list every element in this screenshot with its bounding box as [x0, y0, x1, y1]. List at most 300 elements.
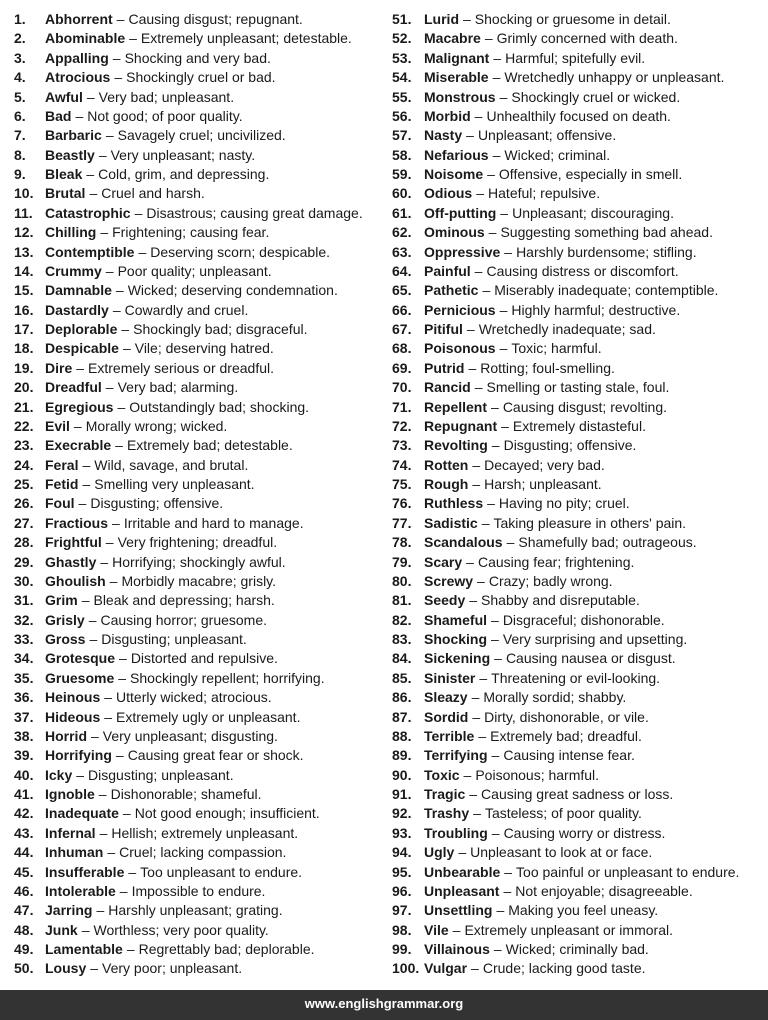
entry-number: 18.	[14, 340, 34, 357]
entry-word: Crummy	[45, 262, 102, 279]
entry-text	[424, 281, 718, 300]
entry-separator: –	[469, 592, 478, 609]
entry-word: Dastardly	[45, 301, 109, 318]
entry-word: Barbaric	[45, 127, 102, 144]
entry-number: 45.	[14, 863, 34, 880]
entry-word: Ignoble	[45, 786, 95, 802]
entry-text	[424, 378, 669, 397]
entry-separator: –	[468, 359, 477, 376]
entry-word: Hideous	[45, 708, 101, 725]
entry-number: 32.	[14, 611, 34, 628]
word-entry	[14, 630, 384, 649]
word-entry	[392, 591, 762, 610]
entry-separator: –	[81, 592, 90, 609]
entry-number: 61.	[392, 204, 412, 221]
entry-text	[45, 785, 262, 804]
word-entry	[392, 882, 762, 901]
word-entry	[392, 727, 762, 746]
entry-word: Sickening	[424, 650, 491, 667]
entry-text	[45, 223, 269, 242]
entry-word: Inhuman	[45, 844, 104, 861]
entry-definition: Cruel and harsh.	[101, 185, 205, 202]
entry-word: Lurid	[424, 11, 459, 27]
entry-definition: Crude; lacking good taste.	[482, 960, 646, 977]
entry-word: Nefarious	[424, 146, 489, 163]
entry-word: Egregious	[45, 398, 114, 415]
entry-word: Unpleasant	[424, 882, 500, 899]
entry-definition: Highly harmful; destructive.	[511, 301, 681, 318]
entry-number: 90.	[392, 766, 412, 783]
word-entry	[392, 514, 762, 533]
entry-text	[45, 184, 205, 203]
entry-definition: Disastrous; causing great damage.	[146, 204, 363, 221]
entry-text	[424, 68, 724, 87]
entry-number: 12.	[14, 224, 34, 241]
entry-text	[424, 843, 652, 862]
entry-separator: –	[484, 30, 493, 47]
word-entry	[392, 456, 762, 475]
word-entry	[392, 243, 762, 262]
word-entry	[14, 882, 384, 901]
entry-text	[45, 494, 223, 513]
entry-number: 53.	[392, 49, 412, 66]
entry-word: Catastrophic	[45, 204, 131, 221]
word-entry	[392, 281, 762, 300]
word-entry	[392, 107, 762, 126]
entry-definition: Harmful; spitefully evil.	[505, 49, 646, 66]
entry-word: Pathetic	[424, 282, 479, 299]
entry-number: 46.	[14, 882, 34, 899]
entry-separator: –	[98, 146, 107, 163]
word-entry	[14, 785, 384, 804]
entry-number: 89.	[392, 747, 412, 764]
entry-word: Ominous	[424, 224, 485, 241]
entry-word: Lamentable	[45, 941, 123, 957]
entry-definition: Savagely cruel; uncivilized.	[117, 127, 286, 144]
entry-definition: Wild, savage, and brutal.	[94, 456, 249, 473]
word-entry	[14, 10, 384, 29]
entry-text	[45, 126, 286, 145]
word-entry	[392, 359, 762, 378]
word-entry	[392, 766, 762, 785]
entry-number: 26.	[14, 495, 34, 512]
word-entry	[14, 320, 384, 339]
entry-separator: –	[471, 689, 480, 706]
entry-word: Bad	[45, 107, 72, 124]
entry-separator: –	[91, 727, 99, 744]
entry-text	[424, 29, 678, 48]
entry-text	[424, 533, 697, 552]
entry-number: 2.	[14, 30, 26, 47]
entry-separator: –	[487, 495, 495, 512]
entry-word: Screwy	[424, 572, 474, 589]
entry-number: 81.	[392, 592, 412, 609]
entry-word: Villainous	[424, 941, 490, 957]
word-entry	[14, 456, 384, 475]
entry-definition: Too painful or unpleasant to endure.	[516, 863, 740, 880]
word-entry	[392, 378, 762, 397]
entry-text	[424, 649, 676, 668]
word-entry	[392, 68, 762, 87]
entry-definition: Hateful; repulsive.	[488, 185, 601, 202]
entry-number: 65.	[392, 282, 412, 299]
entry-text	[45, 339, 274, 358]
entry-separator: –	[126, 941, 135, 957]
word-entry	[14, 29, 384, 48]
entry-text	[45, 843, 286, 862]
entry-separator: –	[474, 262, 483, 279]
entry-number: 22.	[14, 417, 34, 434]
entry-word: Rancid	[424, 379, 471, 396]
entry-number: 83.	[392, 631, 412, 647]
entry-definition: Not enjoyable; disagreeable.	[515, 882, 693, 899]
entry-definition: Deserving scorn; despicable.	[150, 243, 331, 260]
entry-word: Heinous	[45, 689, 101, 706]
word-entry	[392, 824, 762, 843]
entry-number: 30.	[14, 572, 34, 589]
entry-separator: –	[100, 553, 109, 570]
word-entry	[392, 746, 762, 765]
word-entry	[392, 863, 762, 882]
entry-definition: Having no pity; cruel.	[498, 495, 630, 512]
entry-text	[45, 68, 276, 87]
entry-text	[424, 243, 697, 262]
entry-number: 13.	[14, 243, 34, 260]
word-entry	[14, 204, 384, 223]
entry-separator: –	[128, 863, 137, 880]
entry-word: Painful	[424, 262, 471, 279]
entry-number: 16.	[14, 301, 34, 318]
entry-definition: Outstandingly bad; shocking.	[129, 398, 310, 415]
entry-definition: Very bad; alarming.	[117, 379, 239, 396]
entry-separator: –	[115, 747, 124, 764]
word-entry	[392, 10, 762, 29]
word-entry	[14, 301, 384, 320]
entry-separator: –	[119, 882, 128, 899]
entry-definition: Cowardly and cruel.	[124, 301, 249, 318]
entry-definition: Very poor; unpleasant.	[102, 960, 243, 977]
entry-number: 43.	[14, 824, 34, 841]
entry-word: Grim	[45, 592, 78, 609]
entry-number: 48.	[14, 921, 34, 938]
entry-word: Malignant	[424, 49, 490, 66]
entry-word: Chilling	[45, 224, 97, 241]
entry-text	[45, 959, 242, 978]
entry-separator: –	[493, 49, 502, 66]
entry-word: Odious	[424, 185, 473, 202]
entry-separator: –	[499, 301, 508, 318]
entry-word: Repugnant	[424, 417, 498, 434]
entry-word: Shocking	[424, 631, 488, 647]
entry-definition: Causing great fear or shock.	[127, 747, 304, 764]
entry-definition: Disgusting; offensive.	[503, 437, 637, 454]
entry-separator: –	[472, 456, 481, 473]
entry-text	[45, 204, 363, 223]
entry-word: Miserable	[424, 69, 489, 86]
entry-number: 87.	[392, 708, 412, 725]
entry-separator: –	[469, 786, 478, 802]
entry-separator: –	[491, 824, 500, 841]
word-entry	[392, 611, 762, 630]
entry-text	[424, 766, 599, 785]
footer-website-link[interactable]: www.englishgrammar.org	[304, 996, 464, 1011]
entry-separator: –	[466, 321, 475, 337]
entry-text	[424, 727, 642, 746]
entry-word: Intolerable	[45, 882, 116, 899]
entry-word: Terrifying	[424, 747, 488, 764]
entry-word: Execrable	[45, 437, 112, 454]
entry-separator: –	[115, 282, 124, 299]
word-entry	[392, 88, 762, 107]
entry-definition: Shockingly cruel or bad.	[126, 69, 276, 86]
entry-separator: –	[104, 689, 113, 706]
entry-definition: Very unpleasant; nasty.	[110, 146, 256, 163]
entry-separator: –	[81, 921, 90, 938]
entry-definition: Causing fear; frightening.	[477, 553, 635, 570]
word-entry	[14, 146, 384, 165]
word-entry	[14, 591, 384, 610]
entry-number: 79.	[392, 553, 412, 570]
entry-separator: –	[117, 398, 126, 415]
entry-separator: –	[500, 204, 509, 221]
entry-word: Ghoulish	[45, 572, 106, 589]
entry-separator: –	[109, 572, 118, 589]
entry-word: Tragic	[424, 786, 466, 802]
entry-text	[424, 417, 646, 436]
entry-separator: –	[138, 243, 147, 260]
entry-number: 10.	[14, 185, 34, 202]
entry-text	[45, 398, 309, 417]
word-entry	[14, 843, 384, 862]
entry-text	[45, 359, 274, 378]
entry-definition: Shocking and very bad.	[124, 49, 271, 66]
word-entry	[392, 572, 762, 591]
entry-text	[424, 107, 671, 126]
entry-text	[45, 882, 265, 901]
entry-separator: –	[472, 708, 481, 725]
word-entry	[392, 533, 762, 552]
entry-number: 28.	[14, 534, 34, 551]
entry-number: 24.	[14, 456, 34, 473]
footer-bar	[0, 990, 768, 1020]
word-entry	[392, 301, 762, 320]
entry-number: 6.	[14, 107, 26, 124]
word-entry	[392, 436, 762, 455]
word-entry	[14, 959, 384, 978]
entry-number: 68.	[392, 340, 412, 357]
entry-number: 5.	[14, 88, 26, 105]
entry-separator: –	[98, 786, 107, 802]
entry-text	[45, 572, 276, 591]
entry-number: 50.	[14, 960, 34, 977]
entry-text	[45, 533, 277, 552]
entry-number: 29.	[14, 553, 34, 570]
entry-number: 40.	[14, 766, 34, 783]
entry-separator: –	[76, 766, 85, 783]
word-entry	[14, 669, 384, 688]
entry-text	[424, 882, 693, 901]
word-entry	[392, 940, 762, 959]
entry-separator: –	[472, 476, 481, 492]
word-entry	[14, 514, 384, 533]
entry-number: 93.	[392, 824, 412, 841]
entry-separator: –	[504, 863, 513, 880]
entry-separator: –	[115, 437, 123, 454]
entry-number: 99.	[392, 941, 412, 957]
entry-word: Icky	[45, 766, 73, 783]
entry-text	[424, 320, 656, 339]
entry-separator: –	[86, 88, 95, 105]
entry-text	[424, 804, 642, 823]
entry-text	[45, 921, 269, 940]
entry-number: 54.	[392, 69, 412, 86]
word-entry	[14, 243, 384, 262]
entry-definition: Threatening or evil-looking.	[491, 669, 661, 686]
entry-number: 60.	[392, 185, 412, 202]
entry-definition: Wretchedly inadequate; sad.	[478, 321, 656, 337]
entry-word: Dreadful	[45, 379, 102, 396]
entry-separator: –	[492, 146, 501, 163]
entry-number: 95.	[392, 863, 412, 880]
entry-definition: Shabby and disreputable.	[481, 592, 640, 609]
entry-definition: Wretchedly unhappy or unpleasant.	[504, 69, 725, 86]
entry-word: Grisly	[45, 611, 85, 628]
entry-separator: –	[104, 708, 113, 725]
entry-definition: Unpleasant; discouraging.	[512, 204, 674, 221]
word-entry	[392, 921, 762, 940]
entry-definition: Poor quality; unpleasant.	[117, 262, 272, 279]
entry-definition: Extremely ugly or unpleasant.	[116, 708, 301, 725]
entry-separator: –	[482, 282, 491, 299]
word-list-left-column	[14, 10, 384, 979]
word-entry	[392, 804, 762, 823]
entry-definition: Not good enough; insufficient.	[134, 805, 320, 822]
entry-text	[45, 456, 248, 475]
entry-text	[424, 146, 610, 165]
entry-definition: Vile; deserving hatred.	[134, 340, 274, 357]
entry-separator: –	[471, 960, 479, 977]
word-entry	[14, 940, 384, 959]
entry-separator: –	[493, 941, 502, 957]
entry-number: 75.	[392, 476, 412, 492]
entry-number: 38.	[14, 727, 34, 744]
entry-separator: –	[503, 882, 512, 899]
entry-definition: Causing intense fear.	[503, 747, 635, 764]
entry-number: 23.	[14, 437, 34, 454]
entry-definition: Making you feel uneasy.	[508, 902, 659, 919]
entry-number: 35.	[14, 669, 34, 686]
word-entry	[14, 688, 384, 707]
entry-number: 49.	[14, 941, 34, 957]
entry-definition: Extremely distasteful.	[512, 417, 646, 434]
word-entry	[14, 611, 384, 630]
entry-text	[424, 863, 739, 882]
entry-text	[45, 417, 227, 436]
entry-text	[45, 475, 255, 494]
entry-word: Sinister	[424, 669, 476, 686]
entry-text	[424, 398, 667, 417]
entry-separator: –	[122, 340, 131, 357]
entry-definition: Wicked; criminally bad.	[505, 941, 649, 957]
entry-number: 67.	[392, 321, 412, 337]
entry-text	[45, 10, 303, 29]
entry-definition: Miserably inadequate; contemptible.	[494, 282, 719, 299]
entry-word: Shameful	[424, 611, 488, 628]
entry-word: Putrid	[424, 359, 465, 376]
entry-definition: Shockingly cruel or wicked.	[511, 88, 681, 105]
entry-separator: –	[463, 11, 471, 27]
entry-word: Nasty	[424, 127, 463, 144]
entry-number: 52.	[392, 30, 412, 47]
entry-definition: Not good; of poor quality.	[87, 107, 243, 124]
entry-word: Poisonous	[424, 340, 496, 357]
entry-number: 37.	[14, 708, 34, 725]
entry-word: Bleak	[45, 166, 83, 182]
entry-word: Inadequate	[45, 805, 119, 822]
word-entry	[392, 553, 762, 572]
entry-separator: –	[452, 921, 461, 938]
entry-text	[45, 649, 278, 668]
entry-word: Ugly	[424, 844, 455, 861]
word-entry	[14, 572, 384, 591]
entry-number: 44.	[14, 844, 34, 861]
entry-separator: –	[76, 359, 85, 376]
entry-word: Pitiful	[424, 321, 463, 337]
entry-text	[424, 262, 679, 281]
entry-word: Fetid	[45, 476, 79, 492]
entry-definition: Harshly burdensome; stifling.	[516, 243, 697, 260]
word-entry	[14, 475, 384, 494]
entry-separator: –	[496, 902, 505, 919]
entry-definition: Disgraceful; dishonorable.	[502, 611, 665, 628]
entry-definition: Very frightening; dreadful.	[117, 534, 278, 551]
entry-separator: –	[75, 107, 84, 124]
entry-definition: Harsh; unpleasant.	[484, 476, 602, 492]
entry-definition: Morally sordid; shabby.	[483, 689, 627, 706]
entry-definition: Irritable and hard to manage.	[123, 514, 304, 531]
entry-number: 41.	[14, 786, 34, 802]
entry-separator: –	[473, 805, 481, 822]
entry-word: Damnable	[45, 282, 112, 299]
entry-number: 98.	[392, 921, 412, 938]
entry-number: 100.	[392, 960, 420, 977]
entry-separator: –	[134, 204, 143, 221]
word-entry	[14, 262, 384, 281]
entry-number: 97.	[392, 902, 412, 919]
entry-word: Repellent	[424, 398, 488, 415]
entry-text	[424, 940, 649, 959]
word-entry	[392, 417, 762, 436]
word-entry	[392, 649, 762, 668]
entry-word: Terrible	[424, 727, 475, 744]
entry-word: Dire	[45, 359, 73, 376]
entry-text	[45, 688, 272, 707]
word-entry	[14, 88, 384, 107]
entry-definition: Shockingly bad; disgraceful.	[133, 321, 308, 337]
entry-number: 59.	[392, 166, 412, 182]
entry-word: Junk	[45, 921, 78, 938]
entry-text	[424, 514, 686, 533]
entry-definition: Taking pleasure in others' pain.	[493, 514, 687, 531]
entry-separator: –	[121, 321, 130, 337]
word-entry	[14, 746, 384, 765]
word-entry	[392, 901, 762, 920]
entry-number: 8.	[14, 146, 26, 163]
entry-definition: Morbidly macabre; grisly.	[121, 572, 277, 589]
entry-text	[45, 766, 234, 785]
entry-definition: Bleak and depressing; harsh.	[93, 592, 275, 609]
entry-word: Gross	[45, 631, 86, 647]
